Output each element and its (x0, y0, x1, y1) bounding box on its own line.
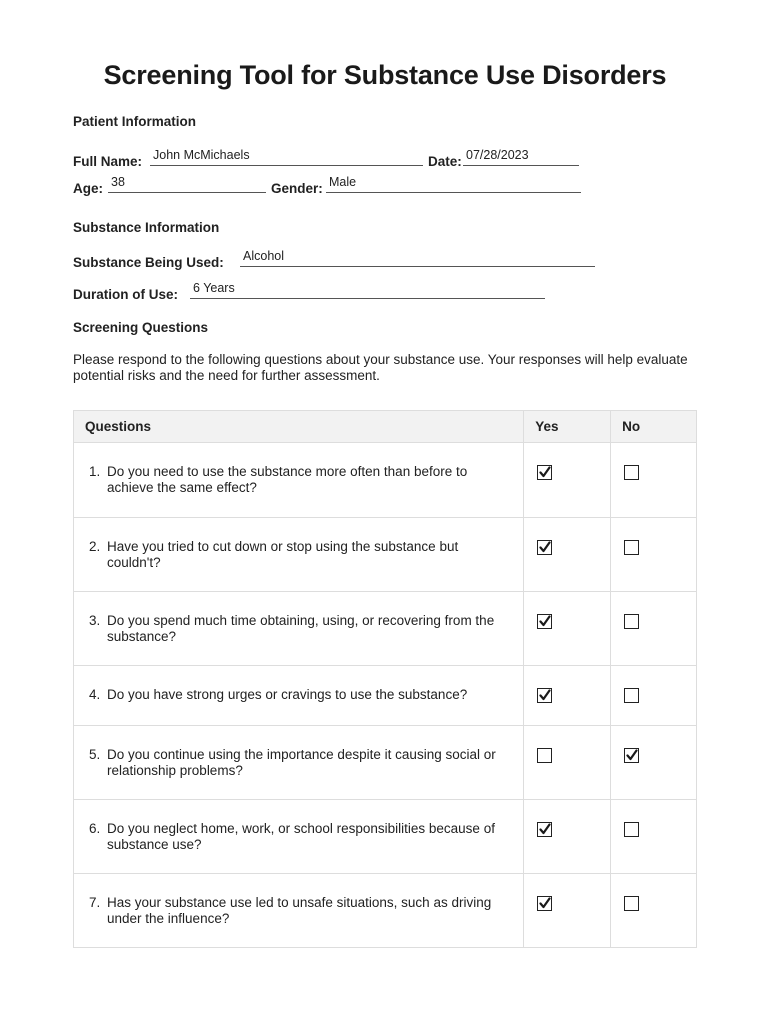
age-field[interactable] (108, 174, 266, 193)
no-cell (611, 874, 697, 948)
question-number: 3. (89, 613, 101, 628)
question-text: Do you need to use the substance more often than before to achieve the same effect? (107, 464, 468, 495)
table-row (74, 443, 697, 518)
table-row (74, 666, 697, 726)
question-cell (74, 874, 524, 948)
question-cell (74, 800, 524, 874)
question-cell (74, 518, 524, 592)
no-checkbox[interactable] (624, 822, 639, 837)
question-number: 7. (89, 895, 101, 910)
yes-cell (524, 666, 611, 726)
full-name-field[interactable] (150, 147, 423, 166)
yes-cell (524, 592, 611, 666)
table-row (74, 874, 697, 948)
questions-column-header: Questions (74, 411, 524, 443)
duration-value: 6 Years (193, 281, 235, 295)
yes-cell (524, 726, 611, 800)
question-text: Do you spend much time obtaining, using, or recovering from the substance? (107, 613, 495, 644)
patient-information-heading: Patient Information (73, 114, 197, 129)
substance-information-heading: Substance Information (73, 220, 220, 235)
no-checkbox[interactable] (624, 540, 639, 555)
substance-being-used-label: Substance Being Used: (73, 255, 224, 270)
screening-intro: Please respond to the following questions about your substance use. Your responses will help evaluate potential risks and the need for further assessment. (73, 352, 688, 383)
no-checkbox[interactable] (624, 465, 639, 480)
yes-checkbox[interactable] (537, 540, 552, 555)
no-cell (611, 443, 697, 518)
substance-row (73, 250, 598, 270)
no-column-header: No (611, 411, 697, 443)
question-cell (74, 666, 524, 726)
questions-body (74, 443, 697, 948)
no-cell (611, 666, 697, 726)
question-cell (74, 592, 524, 666)
no-cell (611, 518, 697, 592)
table-row (74, 800, 697, 874)
yes-checkbox[interactable] (537, 688, 552, 703)
question-number: 2. (89, 539, 101, 554)
yes-cell (524, 874, 611, 948)
yes-checkbox[interactable] (537, 822, 552, 837)
duration-label: Duration of Use: (73, 287, 179, 302)
full-name-row (73, 149, 583, 169)
table-row (74, 726, 697, 800)
table-row (74, 592, 697, 666)
gender-field[interactable] (326, 174, 581, 193)
question-cell (74, 726, 524, 800)
question-number: 1. (89, 464, 101, 479)
yes-checkbox[interactable] (537, 465, 552, 480)
checkmark-icon (539, 897, 551, 909)
full-name-label: Full Name: (73, 154, 143, 169)
yes-cell (524, 443, 611, 518)
checkmark-icon (539, 466, 551, 478)
no-checkbox[interactable] (624, 688, 639, 703)
checkmark-icon (539, 615, 551, 627)
yes-cell (524, 518, 611, 592)
no-cell (611, 726, 697, 800)
no-checkbox[interactable] (624, 896, 639, 911)
no-cell (611, 800, 697, 874)
full-name-value: John McMichaels (153, 148, 250, 162)
page-title: Screening Tool for Substance Use Disorders (103, 60, 667, 90)
no-checkbox[interactable] (624, 614, 639, 629)
question-number: 4. (89, 687, 101, 702)
checkmark-icon (539, 541, 551, 553)
checkmark-icon (539, 689, 551, 701)
question-number: 6. (89, 821, 101, 836)
substance-being-used-value: Alcohol (243, 249, 284, 263)
question-text: Has your substance use led to unsafe situations, such as driving under the influence? (107, 895, 492, 926)
gender-value: Male (329, 175, 357, 189)
yes-checkbox[interactable] (537, 896, 552, 911)
question-text: Do you continue using the importance despite it causing social or relationship problems? (107, 747, 496, 778)
duration-row (73, 282, 548, 302)
age-value: 38 (111, 175, 125, 189)
age-gender-row (73, 176, 583, 196)
question-number: 5. (89, 747, 101, 762)
no-checkbox[interactable] (624, 748, 639, 763)
checkmark-icon (539, 823, 551, 835)
yes-cell (524, 800, 611, 874)
question-text: Do you have strong urges or cravings to use the substance? (107, 687, 468, 702)
question-text: Have you tried to cut down or stop using the substance but couldn't? (107, 539, 459, 570)
question-cell (74, 443, 524, 518)
date-label: Date: (428, 154, 462, 169)
substance-being-used-field[interactable] (240, 248, 595, 267)
screening-questions-table (73, 410, 697, 948)
yes-column-header: Yes (524, 411, 611, 443)
screening-questions-heading: Screening Questions (73, 320, 209, 335)
age-label: Age: (73, 181, 103, 196)
date-value: 07/28/2023 (466, 148, 529, 162)
question-text: Do you neglect home, work, or school responsibilities because of substance use? (107, 821, 495, 852)
date-field[interactable] (463, 147, 579, 166)
no-cell (611, 592, 697, 666)
checkmark-icon (626, 749, 638, 761)
table-row (74, 518, 697, 592)
yes-checkbox[interactable] (537, 614, 552, 629)
yes-checkbox[interactable] (537, 748, 552, 763)
table-header-row (74, 411, 697, 443)
duration-field[interactable] (190, 280, 545, 299)
gender-label: Gender: (271, 181, 323, 196)
